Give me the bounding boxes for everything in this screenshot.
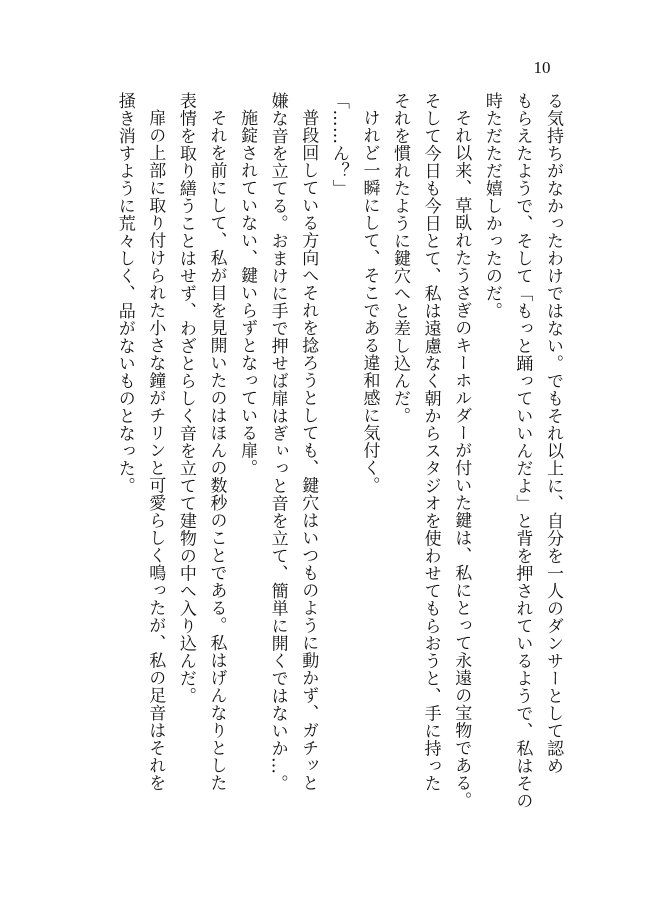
text-line: それ以来、草臥れたうさぎのキーホルダーが付いた鍵は、私にとって永遠の宝物である。 (451, 109, 472, 809)
text-line: 「……ん？」 (328, 92, 349, 197)
text-line: それを前にして、私が目を見開いたのはほんの数秒のことである。私はげんなりとした (206, 109, 227, 792)
text-line: 時ただただ嬉しかったのだ。 (481, 92, 502, 320)
vertical-body-text (109, 92, 568, 822)
text-line: 扉の上部に取り付けられた小さな鐘がチリンと可愛らしく鳴ったが、私の足音はそれを (145, 109, 166, 792)
text-line: 嫌な音を立てる。おまけに手で押せば扉はぎぃっと音を立て、簡単に開くではないか…。 (267, 92, 288, 792)
text-line: そして今日も今日とて、私は遠慮なく朝からスタジオを使わせてもらおうと、手に持った (420, 92, 441, 792)
text-line: 表情を取り繕うことはせず、わざとらしく音を立てて建物の中へ入り込んだ。 (175, 92, 196, 705)
page-number: 10 (533, 58, 551, 77)
text-line: 掻き消すように荒々しく、品がないものとなった。 (114, 92, 135, 495)
text-line: それを慣れたように鍵穴へと差し込んだ。 (390, 92, 411, 425)
text-line: る気持ちがなかったわけではない。でもそれ以上に、自分を一人のダンサーとして認め (543, 92, 563, 775)
text-line: 施錠されていない、鍵いらずとなっている扉。 (237, 109, 258, 477)
text-line: けれど一瞬にして、そこである違和感に気付く。 (359, 109, 380, 494)
text-line: 普段回している方向へそれを捻ろうとしても、鍵穴はいつものように動かず、ガチッと (298, 109, 319, 792)
text-line: もらえたようで、そして「もっと踊っていいんだよ」と背を押されているようで、私はその (512, 92, 533, 810)
